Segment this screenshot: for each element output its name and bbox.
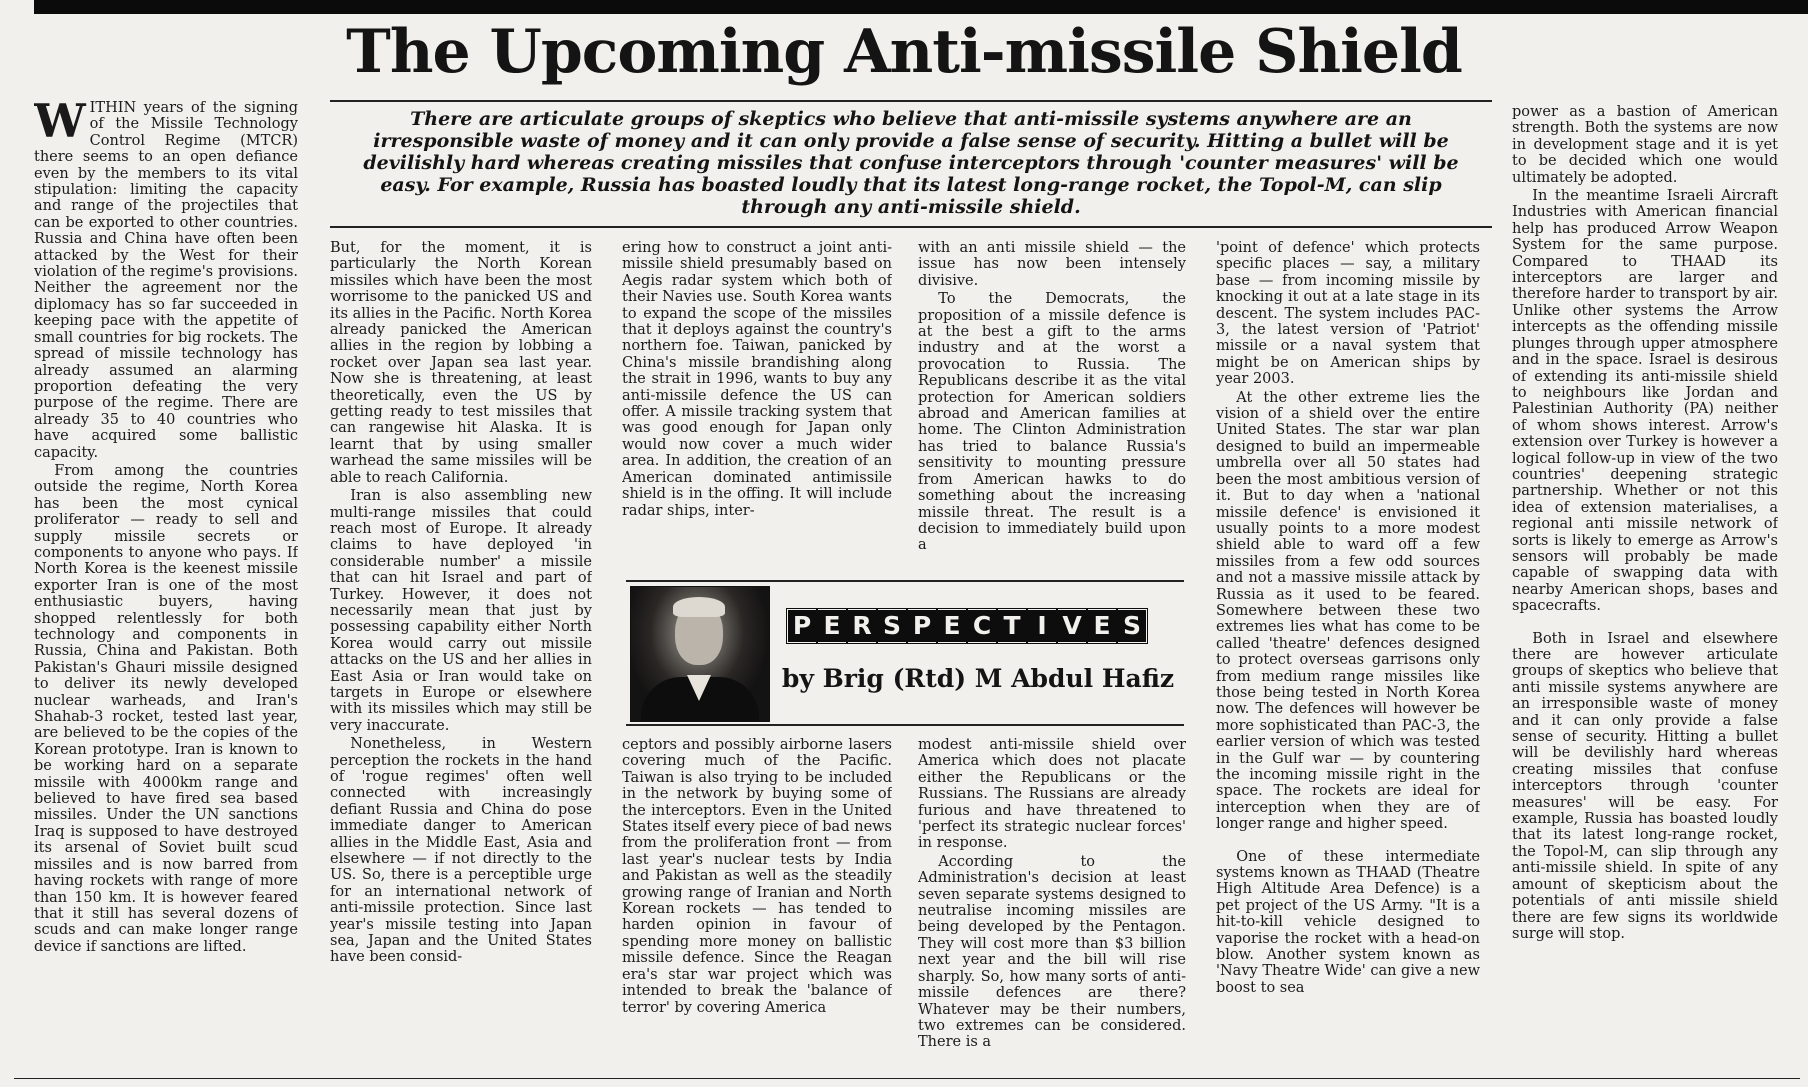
drop-cap: W	[34, 100, 86, 148]
column-5-para-2: At the other extreme lies the vision of a shield over the entire United States. The star war plan designed to build an impermeable umbrella over all 50 states had been the most ambitious version of it. But to day when a 'national missile defence' is envisioned it usually points to a more modest shield able to ward off a few missiles from a few odd sources and not a massive missile attack by Russia as it used to be feared. Somewhere between these two extremes lies what has come to be called 'theatre' defences designed to protect overseas garrisons only from medium range missiles like those being tested in North Korea now. The defences will however be more sophisticated than PAC-3, the earlier version of which was tested in the Gulf war — by countering the incoming missile right in the space. The rockets are ideal for interception when they are of longer range and higher speed.	[1216, 389, 1480, 833]
column-4-bottom	[918, 737, 1186, 1062]
perspectives-box	[626, 580, 1184, 726]
column-4-para-2: To the Democrats, the proposition of a missile defence is at the best a gift to the arms industry and at the worst a provocation to Russia. The Republicans describe it as the vital protection for American soldiers abroad and American families at home. The Clinton Administration has tried to balance Russia's sensitivity to mounting pressure from American hawks to do something about the increasing missile threat. The result is a decision to immediately build upon a	[918, 291, 1186, 554]
column-2-para-2: Iran is also assembling new multi-range missiles that could reach most of Europe. It already claims to have deployed 'in considerable number' a missile that can hit Israel and part of Turkey. However, it does not necessarily mean that just by possessing capability either North Korea would carry out missile attacks on the US and her allies in East Asia or Iran would take on targets in Europe or elsewhere with its missiles which may still be very inaccurate.	[330, 488, 592, 734]
perspectives-letter: E	[1088, 610, 1116, 642]
deck-standfirst: There are articulate groups of skeptics who believe that anti-missile systems anywhere are an irresponsible waste of money and it can only provide a false sense of security. Hitting a bullet will be devilishly hard whereas creating missiles that confuse interceptors through 'counter measures' will be easy. For example, Russia has boasted loudly that its latest long-range rocket, the Topol-M, can slip through any anti-missile shield.	[330, 100, 1492, 228]
perspectives-letter: S	[878, 610, 906, 642]
column-2-para-3: Nonetheless, in Western perception the rockets in the hand of 'rogue regimes' often well connected with increasingly defiant Russia and China do pose immediate danger to American allies in the Middle East, Asia and elsewhere — if not directly to the US. So, there is a perceptible urge for an international network of anti-missile protection. Since last year's missile testing into Japan sea, Japan and the United States have been consid-	[330, 736, 592, 966]
perspectives-letter: P	[788, 610, 816, 642]
perspectives-letter: S	[1118, 610, 1146, 642]
perspectives-letter: V	[1058, 610, 1086, 642]
perspectives-letter: I	[1028, 610, 1056, 642]
column-5	[1216, 240, 1480, 1062]
perspectives-letter: E	[938, 610, 966, 642]
column-3-bottom	[622, 737, 892, 1062]
column-1-text-1: ITHIN years of the signing of the Missile Technology Control Regime (MTCR) there seems to an open defiance even by the members to its vital stipulation: limiting the capacity and range of the projectiles that can be exported to other countries. Russia and China have often been attacked by the West for their violation of the regime's provisions. Neither the agreement nor the diplomacy has so far succeeded in keeping pace with the appetite of small countries for big rockets. The spread of missile technology has already assumed an alarming proportion defeating the very purpose of the regime. There are already 35 to 40 countries who have acquired some ballistic capacity.	[34, 100, 298, 461]
column-5-para-1: 'point of defence' which protects specific places — say, a military base — from incoming missile by knocking it out at a late stage in its descent. The system includes PAC-3, the latest version of 'Patriot' missile or a naval system that might be on American ships by year 2003.	[1216, 240, 1480, 388]
photo-hair	[673, 597, 725, 617]
column-6-para-3: Both in Israel and elsewhere there are however articulate groups of skeptics who believe that anti missile systems anywhere are an irresponsible waste of money and it can only provide a false sense of security. Hitting a bullet will be devilishly hard whereas creating missiles that confuse interceptors through 'counter measures' will be easy. For example, Russia has boasted loudly that its latest long-range rocket, the Topol-M, can slip through any anti-missile shield. In spite of any amount of skepticism about the potentials of anti missile shield there are few signs its worldwide surge will stop.	[1512, 630, 1778, 942]
column-6-para-1: power as a bastion of American strength. Both the systems are now in development stage and it is yet to be decided which one would ultimately be adopted.	[1512, 104, 1778, 186]
column-3-para-1: ering how to construct a joint anti-missile shield presumably based on Aegis radar system which both of their Navies use. South Korea wants to expand the scope of the missiles that it deploys against the country's northern foe. Taiwan, panicked by China's missile brandishing along the strait in 1996, wants to buy any anti-missile defence the US can offer. A missile tracking system that was good enough for Japan only would now cover a much wider area. In addition, the creation of an American dominated antimissile shield is in the offing. It will include radar ships, inter-	[622, 240, 892, 519]
byline: by Brig (Rtd) M Abdul Hafiz	[781, 664, 1175, 693]
perspectives-label	[788, 610, 1146, 642]
perspectives-letter: T	[998, 610, 1026, 642]
headline: The Upcoming Anti-missile Shield	[346, 17, 1462, 87]
column-1	[34, 100, 298, 1062]
bottom-rule	[14, 1078, 1800, 1079]
column-4-para-3: modest anti-missile shield over America which does not placate either the Republicans or the Russians. The Russians are already furious and have threatened to 'perfect its strategic nuclear forces' in response.	[918, 737, 1186, 852]
column-2	[330, 240, 592, 1062]
column-1-para-1	[34, 100, 298, 461]
perspectives-letter: E	[818, 610, 846, 642]
author-photo	[630, 586, 770, 722]
perspectives-letter: R	[848, 610, 876, 642]
column-3-top	[622, 240, 892, 570]
perspectives-letter: P	[908, 610, 936, 642]
column-3-para-2: ceptors and possibly airborne lasers covering much of the Pacific. Taiwan is also trying to be included in the network by buying some of the interceptors. Even in the United States itself every piece of bad news from the proliferation front — from last year's nuclear tests by India and Pakistan as well as the steadily growing range of Iranian and North Korean rockets — has tended to harden opinion in favour of spending more money on ballistic missile defence. Since the Reagan era's star war project which was intended to break the 'balance of terror' by covering America	[622, 737, 892, 1016]
perspectives-letter: C	[968, 610, 996, 642]
column-4-para-4: According to the Administration's decision at least seven separate systems designed to neutralise incoming missiles are being developed by the Pentagon. They will cost more than $3 billion next year and the bill will rise sharply. So, how many sorts of anti-missile defences are there? Whatever may be their numbers, two extremes can be considered. There is a	[918, 853, 1186, 1051]
column-1-para-2: From among the countries outside the regime, North Korea has been the most cynical proliferator — ready to sell and supply missile secrets or components to anyone who pays. If North Korea is the keenest missile exporter Iran is one of the most enthusiastic buyers, having shopped relentlessly for both technology and components in Russia, China and Pakistan. Both Pakistan's Ghauri missile designed to deliver its newly developed nuclear warheads, and Iran's Shahab-3 rocket, tested last year, are believed to be the copies of the Korean prototype. Iran is known to be working hard on a separate missile with 4000km range and believed to have fired sea based missiles. Under the UN sanctions Iraq is supposed to have destroyed its arsenal of Soviet built scud missiles and is now barred from having rockets with range of more than 150 km. It is however feared that it still has several dozens of scuds and can make longer range device if sanctions are lifted.	[34, 462, 298, 955]
column-6-para-2: In the meantime Israeli Aircraft Industries with American financial help has produced Arrow Weapon System for the same purpose. Compared to THAAD its interceptors are larger and therefore harder to transport by air. Unlike other systems the Arrow intercepts as the offending missile plunges through upper atmosphere and in the space. Israel is desirous of extending its anti-missile shield to neighbours like Jordan and Palestinian Authority (PA) neither of whom shows interest. Arrow's extension over Turkey is however a logical follow-up in view of the two countries' deepening strategic partnership. Whether or not this idea of extension materialises, a regional anti missile network of sorts is likely to emerge as Arrow's sensors will probably be made capable of swapping data with nearby American shops, bases and spacecrafts.	[1512, 188, 1778, 615]
top-rule	[34, 0, 1808, 14]
column-5-para-3: One of these intermediate systems known as THAAD (Theatre High Altitude Area Defence) is a pet project of the US Army. "It is a hit-to-kill vehicle designed to vaporise the rocket with a head-on blow. Another system known as 'Navy Theatre Wide' can give a new boost to sea	[1216, 848, 1480, 996]
column-4-top	[918, 240, 1186, 570]
column-2-para-1: But, for the moment, it is particularly the North Korean missiles which have been the most worrisome to the panicked US and its allies in the Pacific. North Korea already panicked the American allies in the region by lobbing a rocket over Japan sea last year. Now she is threatening, at least theoretically, even the US by getting ready to test missiles that can rangewise hit Alaska. It is learnt that by using smaller warhead the same missiles will be able to reach California.	[330, 240, 592, 486]
column-6	[1512, 104, 1778, 1062]
column-4-para-1: with an anti missile shield — the issue has now been intensely divisive.	[918, 240, 1186, 289]
